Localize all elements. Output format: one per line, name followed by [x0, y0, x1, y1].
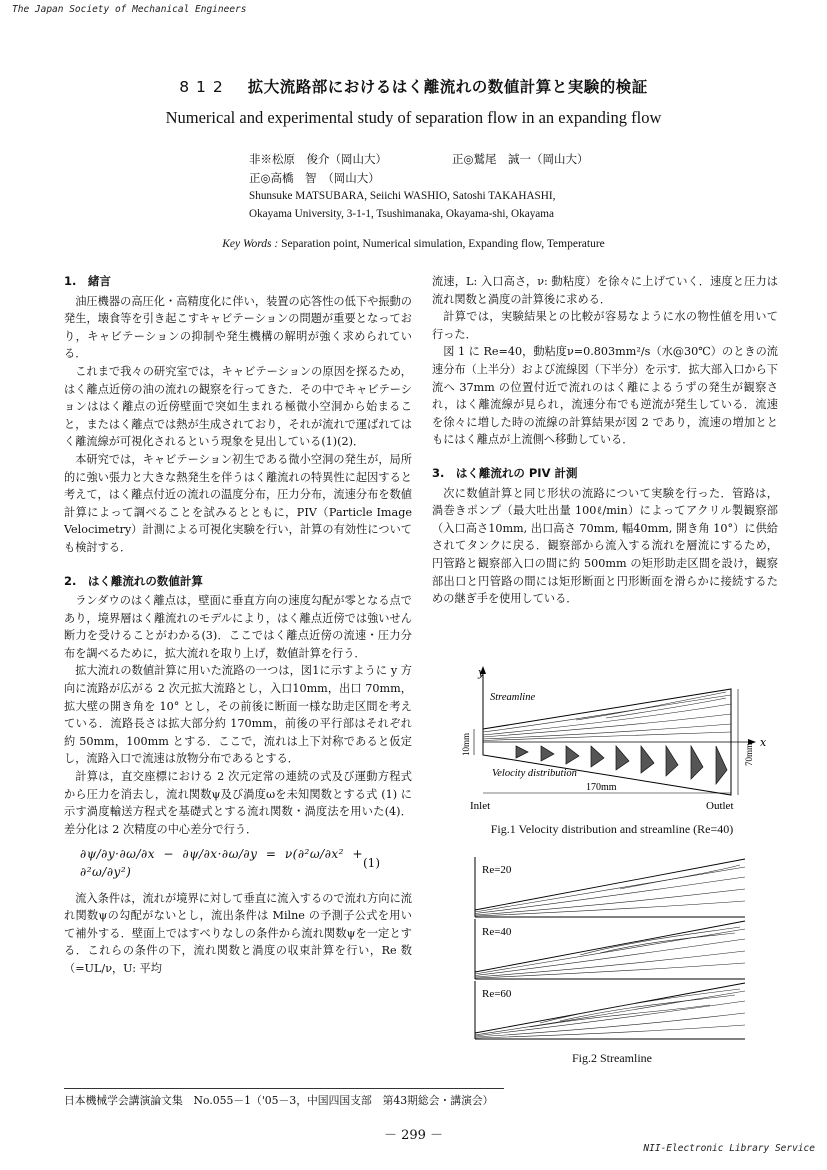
panel-re40 — [475, 919, 745, 979]
paper-title-jp — [0, 75, 827, 97]
author-names-en: Shunsuke MATSUBARA, Seiichi WASHIO, Satoshi TAKAHASHI, — [249, 190, 556, 202]
author-block-jp — [249, 150, 589, 188]
figure-2-caption: Fig.2 Streamline — [572, 1051, 652, 1065]
panel-re60 — [475, 981, 745, 1039]
paper-number: 812 — [179, 78, 230, 96]
inlet-dimension: 10mm — [461, 732, 471, 756]
author-3: 正◎高橋 智 （岡山大） — [249, 171, 380, 185]
section-1-heading: 1. 緒言 — [64, 274, 111, 288]
inlet-label: Inlet — [470, 800, 491, 812]
section-2-paragraph-4: 流入条件は，流れが境界に対して垂直に流入するので流れ方向に流れ関数ψの勾配がないとし，流出条件は Milne の予測子公式を用いて補外する．壁面上ではすべりなしの条件から流れ関数ψを一定とする．これらの条件の下，流れ関数と渦度の収束計算を行い，Re 数（=UL/ν，U: 平均 — [64, 891, 412, 975]
society-header: The Japan Society of Mechanical Engineers — [12, 4, 247, 15]
section-3-heading: 3. はく離流れの PIV 計測 — [432, 465, 578, 480]
keywords — [0, 238, 827, 250]
section-2-paragraph-3: 計算は，直交座標における 2 次元定常の連続の式及び運動方程式から圧力を消去し，流れ関数ψ及び渦度ωを未知関数とする式 (1) に示す渦度輸送方程式を基礎式とする流れ関数・渦度法を用いた(4)．差分化は 2 次精度の中心差分で行う． — [64, 770, 412, 836]
right-paragraph-continuation: 流速，L: 入口高さ，ν: 動粘度）を徐々に上げていく．速度と圧力は流れ関数と渦度の計算後に求める． — [432, 275, 778, 306]
y-axis-label: y — [478, 666, 485, 679]
velocity-label: Velocity distribution — [492, 768, 577, 779]
vorticity-equation: ∂ψ/∂y·∂ω/∂x − ∂ψ/∂x·∂ω/∂y = ν(∂²ω/∂x² + ∂²ω/∂y²) — [80, 847, 363, 879]
author-2: 正◎鷲尾 誠一（岡山大） — [452, 152, 589, 166]
figure-2-streamlines — [470, 855, 780, 1040]
section-3-paragraph-1: 次に数値計算と同じ形状の流路について実験を行った．管路は，渦巻きポンプ（最大吐出量 100ℓ/min）によってアクリル製観察部（入口高さ10mm, 出口高さ 70mm, 幅40mm, 開き角 10°）に供給されてタンクに戻る．観察部から流入する流れを層流にするため，円管路と観察部入口の間に約 500mm の矩形助走区間を設け，観察部出口と円管路の間には矩形断面と円形断面を滑らかに接続するための継ぎ手を使用している． — [432, 486, 778, 606]
right-column — [432, 273, 778, 608]
section-2-paragraph-1: ランダウのはく離点は，壁面に垂直方向の速度勾配が零となる点であり，境界層はく離流れのモデルにより，はく離点近傍では強いせん断力を受けることがわかる(3)．ここではく離点近傍の流速・圧力分布を調べるために，拡大流れを取り上げ，数値計算を行う． — [64, 594, 412, 660]
paper-title-en: Numerical and experimental study of separation flow in an expanding flow — [165, 108, 662, 127]
right-paragraph-3: 図 1 に Re=40，動粘度ν=0.803mm²/s（水@30℃）のときの流速分布（上半分）および流線図（下半分）を示す．拡大部入口から下流へ 37mm の位置付近で流れのはく離によるうずの発生が観察され，はく離流線が見られ，流速分布でも逆流が発生している．流速を徐々に増した時の流線の計算結果が図 2 であり，流速の増加とともにはく離点が上流側へ移動している． — [432, 345, 778, 447]
publication-info: 日本機械学会講演論文集 No.055－1（'05－3，中国四国支部 第43期総会・講演会） — [64, 1094, 494, 1107]
outlet-dimension: 70mm — [744, 742, 754, 766]
keywords-text: Separation point, Numerical simulation, Expanding flow, Temperature — [278, 238, 605, 250]
keywords-label: Key Words : — [222, 238, 279, 250]
outlet-label: Outlet — [706, 800, 734, 812]
panel-re20 — [475, 857, 745, 917]
section-2-heading: 2. はく離流れの数値計算 — [64, 573, 203, 588]
equation-1 — [80, 846, 380, 881]
author-1: 非※松原 俊介（岡山大） — [249, 152, 387, 166]
panel-label-re60: Re=60 — [482, 988, 512, 1000]
figure-1-velocity-streamline — [456, 662, 786, 812]
section-2-paragraph-2: 拡大流れの数値計算に用いた流路の一つは，図1に示すように y 方向に流路が広がる 2 次元拡大流路とし，入口10mm，出口 70mm，拡大壁の開き角を 10° とし，その前後に断面一様な助走区間を考えている．流路長さは拡大部分約 170mm，前後の平行部はそれぞれ約 50mm，100mm とする．ここで，流れは上下対称であると仮定し，流路入口で流速は放物分布であるとする． — [64, 664, 412, 766]
streamline-label: Streamline — [490, 692, 536, 703]
right-paragraph-2: 計算では，実験結果との比較が容易なように水の物性値を用いて行った． — [432, 310, 778, 341]
author-affiliation: Okayama University, 3-1-1, Tsushimanaka, Okayama-shi, Okayama — [249, 208, 554, 220]
panel-label-re20: Re=20 — [482, 864, 512, 876]
x-axis-label: x — [760, 736, 767, 749]
library-footer: NII-Electronic Library Service — [643, 1143, 815, 1154]
footer-divider — [64, 1088, 504, 1089]
figure-1-caption: Fig.1 Velocity distribution and streamline (Re=40) — [490, 822, 734, 836]
panel-label-re40: Re=40 — [482, 926, 512, 938]
left-column — [64, 273, 412, 978]
length-dimension: 170mm — [586, 782, 617, 793]
section-1-paragraph-3: 本研究では，キャビテーション初生である微小空洞の発生が，局所的に強い張力と大きな熱発生を伴うはく離流れの特異性に起因すると考えて，はく離点付近の流れの温度分布，圧力分布，流速分布を数値計算によって調べることを試みるとともに，PIV（Particle Image Velocimetry）計測による可視化実験を行い，計算の有効性についても検討する． — [64, 452, 412, 554]
author-block-en — [249, 187, 555, 223]
title-jp-text: 拡大流路部におけるはく離流れの数値計算と実験的検証 — [247, 78, 648, 96]
section-1-paragraph-2: これまで我々の研究室では，キャビテーションの原因を探るため，はく離点近傍の油の流れの観察を行ってきた．その中でキャビテーションははく離点の近傍壁面で突如生まれる極微小空洞から始まること，またはく離点では熱が生成されており，それが流れで運ばれてはく離流線が可視化されるという現象を見出している(1)(2)． — [64, 364, 412, 449]
equation-number: (1) — [363, 856, 380, 871]
section-1-paragraph-1: 油圧機器の高圧化・高精度化に伴い，装置の応答性の低下や振動の発生，壊食等を引き起こすキャビテーションの問題が重要となっており，キャビテーションの抑制や発生機構の解明が強く求められている． — [64, 294, 412, 361]
page-number: － 299 － — [383, 1128, 444, 1143]
